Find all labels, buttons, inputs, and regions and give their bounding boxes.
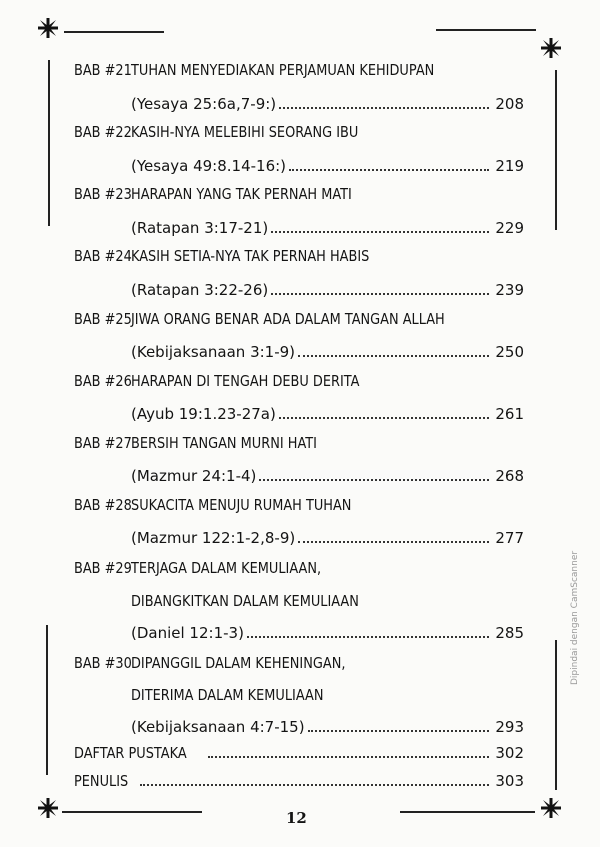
toc-entry-title-cont [74,683,524,707]
chapter-number: BAB #30 [74,654,132,672]
scripture-reference: (Daniel 12:1-3) [131,624,244,642]
scripture-reference: (Mazmur 24:1-4) [131,467,257,485]
chapter-number: BAB #22 [74,123,132,141]
toc-entry-title [74,556,524,580]
toc-entry-ref [74,154,524,178]
chapter-title: KASIH SETIA-NYA TAK PERNAH HABIS [131,247,370,265]
scripture-reference: (Mazmur 122:1-2,8-9) [131,529,296,547]
page-ref: 208 [495,95,524,113]
chapter-title: SUKACITA MENUJU RUMAH TUHAN [131,496,352,514]
page-ref: 268 [495,467,524,485]
dot-leader [271,217,489,233]
toc-entry-ref [74,402,524,426]
scripture-reference: (Yesaya 25:6a,7-9:) [131,95,277,113]
toc-entry-title-cont [74,589,524,613]
page-ref: 302 [495,744,524,762]
chapter-number: BAB #27 [74,434,132,452]
dot-leader [308,716,490,732]
dot-leader [298,527,489,543]
dot-leader [247,622,489,638]
toc-back-matter [74,741,524,765]
chapter-number: BAB #28 [74,496,132,514]
chapter-title: JIWA ORANG BENAR ADA DALAM TANGAN ALLAH [131,310,445,328]
chapter-number: BAB #29 [74,559,132,577]
toc-entry-title [74,431,524,455]
dot-leader [140,770,489,786]
dot-leader [279,93,489,109]
toc-entry-ref [74,621,524,645]
toc-entry-title [74,307,524,331]
dot-leader [279,403,490,419]
back-matter-label: DAFTAR PUSTAKA [74,744,187,762]
dot-leader [298,341,489,357]
chapter-title: KASIH-NYA MELEBIHI SEORANG IBU [131,123,359,141]
toc-entry-title [74,493,524,517]
toc-entry-title [74,369,524,393]
toc-entry-title [74,244,524,268]
chapter-number: BAB #25 [74,310,132,328]
dot-leader [208,742,489,758]
dot-leader [271,279,489,295]
page-ref: 293 [495,718,524,736]
chapter-title: DIPANGGIL DALAM KEHENINGAN, [131,654,346,672]
page-ref: 261 [495,405,524,423]
toc-entry-title [74,651,524,675]
toc-entry-title [74,182,524,206]
toc-entry-ref [74,340,524,364]
page-ref: 250 [495,343,524,361]
toc-entry-ref [74,216,524,240]
page-ref: 303 [495,772,524,790]
scripture-reference: (Ratapan 3:17-21) [131,219,269,237]
scanner-watermark: Dipindai dengan CamScanner [570,550,580,685]
dot-leader [289,155,489,171]
scripture-reference: (Ayub 19:1.23-27a) [131,405,276,423]
chapter-title-line2: DITERIMA DALAM KEMULIAAN [131,686,324,704]
page-ref: 219 [495,157,524,175]
page-ref: 239 [495,281,524,299]
scripture-reference: (Ratapan 3:22-26) [131,281,269,299]
chapter-title: TUHAN MENYEDIAKAN PERJAMUAN KEHIDUPAN [131,61,435,79]
chapter-title: TERJAGA DALAM KEMULIAAN, [131,559,322,577]
chapter-number: BAB #24 [74,247,132,265]
chapter-number: BAB #26 [74,372,132,390]
scripture-reference: (Kebijaksanaan 3:1-9) [131,343,296,361]
page-ref: 229 [495,219,524,237]
toc-back-matter [74,769,524,793]
scripture-reference: (Kebijaksanaan 4:7-15) [131,718,305,736]
chapter-number: BAB #21 [74,61,132,79]
scripture-reference: (Yesaya 49:8.14-16:) [131,157,287,175]
chapter-title: HARAPAN DI TENGAH DEBU DERITA [131,372,360,390]
dot-leader [259,465,489,481]
page-ref: 277 [495,529,524,547]
toc-entry-title [74,120,524,144]
toc-entry-ref [74,278,524,302]
chapter-title: HARAPAN YANG TAK PERNAH MATI [131,185,352,203]
back-matter-label: PENULIS [74,772,129,790]
page-number: 12 [286,809,307,827]
toc-entry-title [74,58,524,82]
chapter-number: BAB #23 [74,185,132,203]
chapter-title: BERSIH TANGAN MURNI HATI [131,434,317,452]
toc-entry-ref [74,715,524,739]
chapter-title-line2: DIBANGKITKAN DALAM KEMULIAAN [131,592,359,610]
page-ref: 285 [495,624,524,642]
toc-entry-ref [74,464,524,488]
toc-entry-ref [74,92,524,116]
toc-entry-ref [74,526,524,550]
